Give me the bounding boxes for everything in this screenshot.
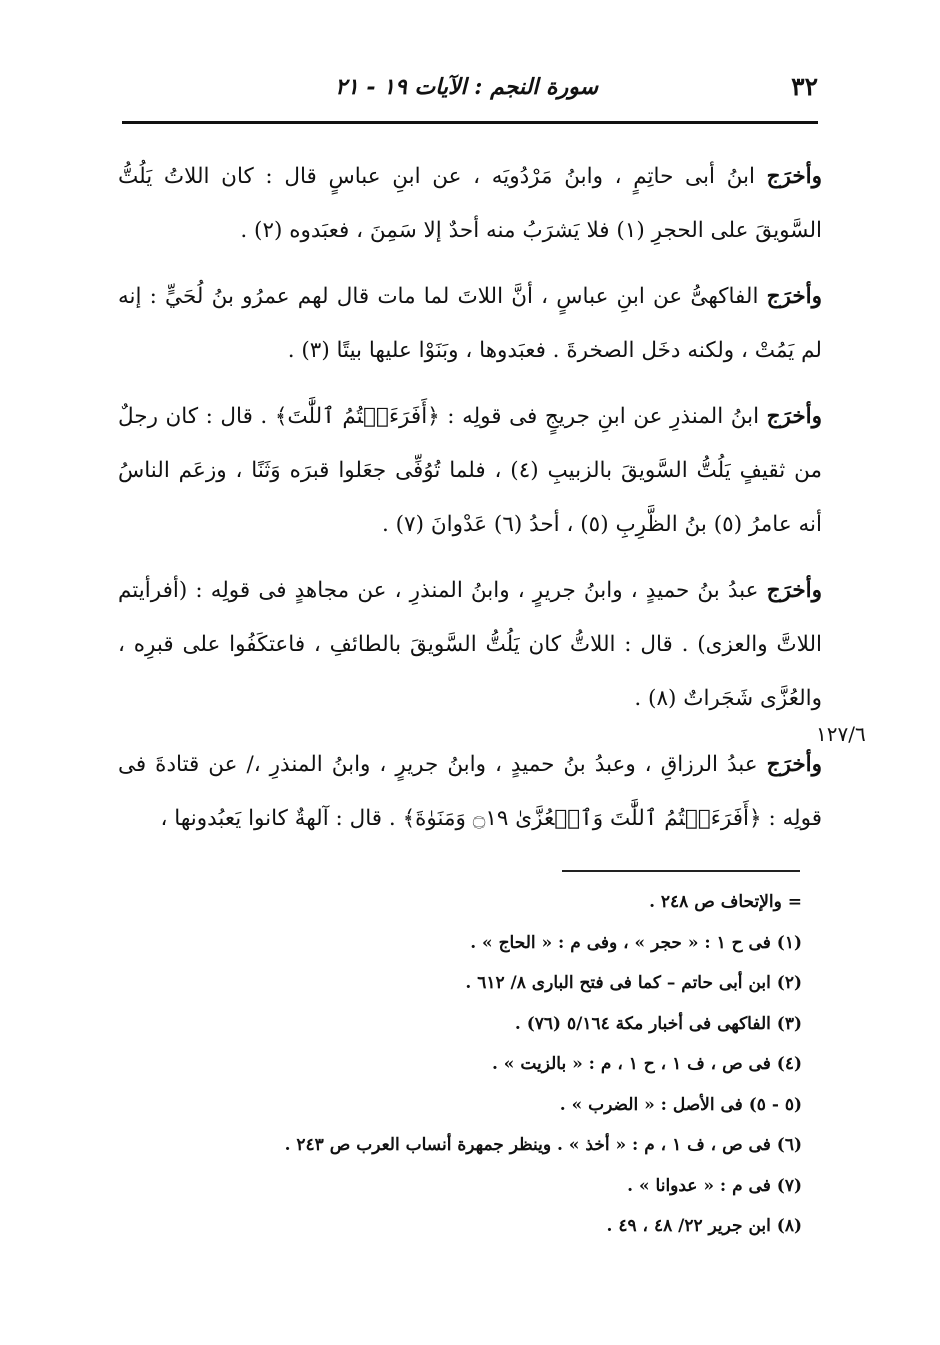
footnote-continuation: = والإتحاف ص ٢٤٨ . bbox=[649, 892, 802, 912]
paragraph-lead: وأخرَج bbox=[766, 752, 822, 777]
footnote-rule bbox=[562, 870, 800, 872]
footnote-5: (٥ - ٥) فى الأصل : « الضرب » . bbox=[559, 1094, 802, 1115]
footnote-3: (٣) الفاكهى فى أخبار مكة ٥/١٦٤ (٧٦) . bbox=[514, 1013, 802, 1034]
paragraph-5 bbox=[118, 738, 822, 846]
main-text bbox=[118, 150, 822, 858]
paragraph-text: الفاكهىُّ عن ابنِ عباسٍ ، أنَّ اللاتَ لما مات قال لهم عمرُو بنُ لُحَيٍّ : إنه لم يَمُتْ ، ولكنه دخَل الصخرةَ . فعبَدوها ، وبَنَوْا عليها بيتًا (٣) . bbox=[118, 284, 822, 363]
margin-volume-page-note: ١٢٧/٦ bbox=[816, 722, 866, 746]
page-number: ٣٢ bbox=[791, 72, 818, 101]
paragraph-lead: وأخرَج bbox=[766, 404, 822, 429]
footnote-7: (٧) فى م : « عدوانا » . bbox=[627, 1175, 802, 1196]
paragraph-3 bbox=[118, 390, 822, 552]
footnote-2: (٢) ابن أبى حاتم – كما فى فتح البارى ٨/ ٦١٢ . bbox=[465, 973, 802, 993]
footnotes bbox=[200, 882, 802, 1247]
footnote-4: (٤) فى ص ، ف ١ ، ح ١ ، م : « بالزيت » . bbox=[491, 1054, 802, 1074]
paragraph-4 bbox=[118, 564, 822, 726]
paragraph-lead: وأخرَج bbox=[766, 578, 822, 603]
paragraph-lead: وأخرَج bbox=[766, 284, 822, 309]
paragraph-lead: وأخرَج bbox=[766, 164, 822, 189]
paragraph-text: عبدُ بنُ حميدٍ ، وابنُ جريرٍ ، وابنُ المنذرِ ، عن مجاهدٍ فى قولِه : (أفرأيتم اللاتَّ والعزى) . قال : اللاتُّ كان يَلُتُّ السَّويقَ بالطائفِ ، فاعتكَفُوا على قبرِه ، والعُزَّى شَجَراتٌ (٨) . bbox=[118, 578, 822, 711]
paragraph-text: عبدُ الرزاقِ ، وعبدُ بنُ حميدٍ ، وابنُ جريرٍ ، وابنُ المنذرِ ،/ عن قتادةَ فى قولِه : ﴿أَفَرَءَيۡتُمُ ٱللَّٰتَ وَٱلۡعُزَّىٰ ۝١٩ وَمَنَوٰةَ﴾ . قال : آلهةٌ كانوا يَعبُدونها ، bbox=[118, 752, 822, 831]
footnote-1: (١) فى ح ١ : « حجر » ، وفى م : « الحاج » . bbox=[470, 932, 802, 953]
header-rule bbox=[122, 121, 818, 124]
page-header bbox=[122, 72, 818, 124]
running-title: سورة النجم : الآيات ١٩ - ٢١ bbox=[335, 74, 598, 100]
paragraph-2 bbox=[118, 270, 822, 378]
footnote-8: (٨) ابن جرير ٢٢/ ٤٨ ، ٤٩ . bbox=[606, 1216, 802, 1236]
paragraph-text: ابنُ المنذرِ عن ابنِ جريجٍ فى قولِه : ﴿أَفَرَءَيۡتُمُ ٱللَّٰتَ﴾ . قال : كان رجلٌ من ثقيفٍ يَلُتُّ السَّويقَ بالزبيبِ (٤) ، فلما تُوُفِّى جعَلوا قبرَه وَثَنًا ، وزعَم الناسُ أنه عامرُ (٥) بنُ الظَّرِبِ (٥) ، أحدُ (٦) عَدْوانَ (٧) . bbox=[118, 404, 822, 537]
footnote-6: (٦) فى ص ، ف ١ ، م : « أخذ » . وينظر جمهرة أنساب العرب ص ٢٤٣ . bbox=[284, 1135, 802, 1155]
paragraph-text: ابنُ أبى حاتِمٍ ، وابنُ مَرْدُويَه ، عن ابنِ عباسٍ قال : كان اللاتُ يَلُتُّ السَّويقَ على الحجرِ (١) فلا يَشرَبُ منه أحدٌ إلا سَمِنَ ، فعبَدوه (٢) . bbox=[118, 164, 822, 243]
paragraph-1 bbox=[118, 150, 822, 258]
